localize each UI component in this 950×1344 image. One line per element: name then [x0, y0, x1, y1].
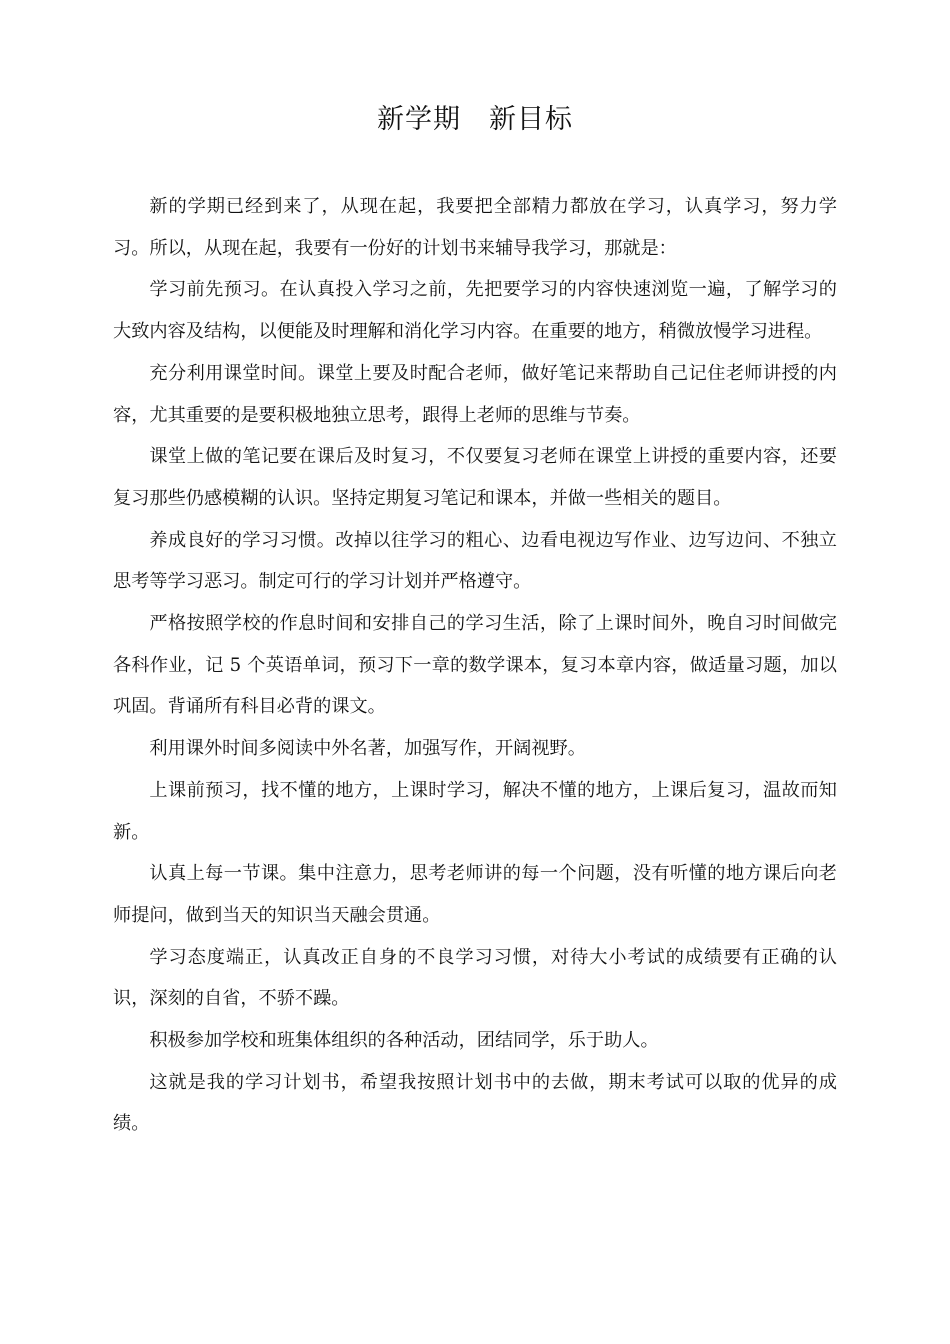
- paragraph-attend-class: 认真上每一节课。集中注意力，思考老师讲的每一个问题，没有听懂的地方课后向老师提问，做到当天的知识当天融会贯通。: [113, 863, 837, 926]
- paragraph-before-after-class: 上课前预习，找不懂的地方，上课时学习，解决不懂的地方，上课后复习，温故而知新。: [113, 779, 837, 843]
- paragraph-activities: 积极参加学校和班集体组织的各种活动，团结同学，乐于助人。: [149, 1030, 659, 1052]
- paragraph-class-time: 充分利用课堂时间。课堂上要及时配合老师，做好笔记来帮助自己记住老师讲授的内容，尤其重要的是要积极地独立思考，跟得上老师的思维与节奏。: [113, 362, 837, 426]
- paragraph-conclusion: 这就是我的学习计划书，希望我按照计划书中的去做，期末考试可以取的优异的成绩。: [113, 1071, 837, 1135]
- paragraph-good-habits: 养成良好的学习习惯。改掉以往学习的粗心、边看电视边写作业、边写边问、不独立思考等学习恶习。制定可行的学习计划并严格遵守。: [113, 529, 837, 593]
- paragraph-reading: 利用课外时间多阅读中外名著，加强写作，开阔视野。: [149, 738, 586, 760]
- paragraph-schedule: 严格按照学校的作息时间和安排自己的学习生活，除了上课时间外，晚自习时间做完各科作业，记 5 个英语单词，预习下一章的数学课本，复习本章内容，做适量习题，加以巩固。背诵所有科目必背的课文。: [113, 613, 837, 718]
- paragraph-preview: 学习前先预习。在认真投入学习之前，先把要学习的内容快速浏览一遍，了解学习的大致内容及结构，以便能及时理解和消化学习内容。在重要的地方，稍微放慢学习进程。: [113, 279, 837, 343]
- paragraph-intro: 新的学期已经到来了，从现在起，我要把全部精力都放在学习，认真学习，努力学习。所以，从现在起，我要有一份好的计划书来辅导我学习，那就是：: [113, 196, 837, 259]
- document-body: [113, 186, 837, 1145]
- paragraph-attitude: 学习态度端正，认真改正自身的不良学习习惯，对待大小考试的成绩要有正确的认识，深刻的自省，不骄不躁。: [113, 946, 837, 1010]
- document-title: 新学期 新目标: [377, 104, 573, 135]
- paragraph-review-notes: 课堂上做的笔记要在课后及时复习，不仅要复习老师在课堂上讲授的重要内容，还要复习那些仍感模糊的认识。坚持定期复习笔记和课本，并做一些相关的题目。: [113, 446, 837, 509]
